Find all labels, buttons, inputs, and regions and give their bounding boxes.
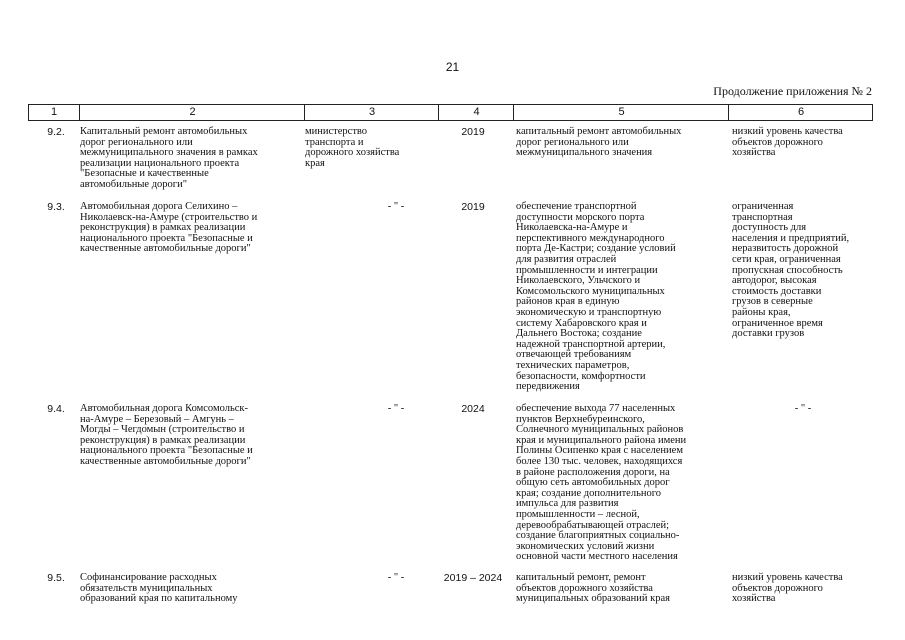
text-line: капитальный ремонт, ремонт [516,572,646,583]
text-line: неразвитость дорожной [732,243,839,255]
text-line: образований края по капитальному [80,593,238,605]
header-col-1: 1 [50,106,58,118]
expected-result [516,404,728,563]
text-line: экономическую и транспортную [516,306,662,318]
text-line: в районе расположения дороги, на [516,466,670,478]
row-number: 9.3. [47,201,65,213]
text-line: Капитальный ремонт автомобильных [80,126,248,137]
text-line: Могды – Чегдомын (строительство и [80,424,245,436]
text-line: экономических условий жизни [516,540,655,552]
header-col-4: 4 [438,105,514,120]
text-line: хозяйства [732,147,776,159]
text-line: перспективного международного [516,232,665,244]
text-line: доставки грузов [732,328,805,340]
text-line: Автомобильная дорога Комсомольск- [80,403,249,414]
text-line: технических параметров, [516,359,630,371]
text-line: дорог регионального или [80,136,193,148]
page-number: 21 [445,60,460,74]
text-line: автодорог, высокая [732,275,817,287]
text-line: ограниченная [732,201,794,212]
text-line: надежной транспортной артерии, [516,338,666,350]
text-line: деревообрабатывающей отраслей; [516,519,670,531]
problem [732,127,874,159]
text-line: реконструкция) в рамках реализации [80,222,246,234]
text-line: более 130 тыс. человек, находящихся [516,455,683,467]
text-line: низкий уровень качества [732,126,843,137]
text-line: Автомобильная дорога Селихино – [80,201,238,212]
text-line: безопасности, комфортности [516,370,646,382]
problem [732,573,874,605]
text-line: "Безопасные и качественные [80,168,209,180]
executor [305,127,453,169]
year: 2019 [461,126,485,138]
text-line: доступность для [732,222,807,234]
text-line: Николаевска-на-Амуре и [516,222,628,234]
text-line: доступности морского порта [516,211,645,223]
text-line: Николаевского, Ульчского и [516,275,641,287]
text-line: объектов дорожного хозяйства [516,582,653,594]
text-line: ограниченное время [732,317,823,329]
text-line: обязательств муниципальных [80,582,213,594]
text-line: реализации национального проекта [80,157,240,169]
text-line: качественные автомобильные дороги" [80,243,251,255]
text-line: отвечающей требованиям [516,349,632,361]
text-line: Солнечного муниципальных районов [516,424,684,436]
row-number: 9.4. [47,403,65,415]
text-line: автомобильные дороги" [80,178,188,190]
text-line: Полины Осипенко края с населением [516,445,683,457]
text-line: качественные автомобильные дороги" [80,455,251,467]
measure-name [80,573,302,605]
text-line: населения и предприятий, [732,232,850,244]
year: 2024 [461,403,485,415]
text-line: для развития отраслей [516,253,617,265]
text-line: пропускная способность [732,264,843,276]
text-line: основной части местного населения [516,551,678,563]
expected-result [516,127,728,159]
text-line: транспорта и [305,136,364,148]
text-line: края [305,157,325,169]
text-line: промышленности и интеграции [516,264,658,276]
expected-result [516,573,728,605]
text-line: пунктов Верхнебуреинского, [516,413,645,425]
table-header [28,104,873,121]
text-line: межмуниципального значения в рамках [80,147,258,159]
text-line: порта Де-Кастри; создание условий [516,243,676,255]
header-col-2: 2 [79,105,305,120]
text-line: районов края в единую [516,296,620,308]
text-line: Николаевск-на-Амуре (строительство и [80,211,258,223]
year: 2019 [461,201,485,213]
text-line: - " - [387,201,405,212]
text-line: дорог регионального или [516,136,629,148]
text-line: грузов в северные [732,296,813,308]
text-line: стоимость доставки [732,285,822,297]
text-line: сети края, ограниченная [732,253,841,265]
text-line: районы края, [732,306,791,318]
text-line: Софинансирование расходных [80,572,217,583]
text-line: национального проекта "Безопасные и [80,445,253,457]
header-col-5: 5 [513,105,729,120]
text-line: реконструкция) в рамках реализации [80,434,246,446]
text-line: обеспечение выхода 77 населенных [516,403,676,414]
text-line: создание благоприятных социально- [516,530,680,542]
expected-result [516,202,728,393]
text-line: края; создание дополнительного [516,487,662,499]
text-line: низкий уровень качества [732,572,843,583]
text-line: систему Хабаровского края и [516,317,647,329]
text-line: объектов дорожного [732,136,823,148]
text-line: Комсомольского муниципальных [516,285,665,297]
text-line: капитальный ремонт автомобильных [516,126,682,137]
text-line: промышленности – лесной, [516,508,640,520]
header-col-6: 6 [728,105,873,120]
text-line: национального проекта "Безопасные и [80,232,253,244]
text-line: обеспечение транспортной [516,201,637,212]
measure-name [80,202,302,255]
header-col-3: 3 [304,105,439,120]
measure-name [80,404,302,468]
year: 2019 – 2024 [443,572,503,584]
row-number: 9.2. [47,126,65,138]
text-line: импульса для развития [516,498,619,510]
text-line: хозяйства [732,593,776,605]
text-line: министерство [305,126,368,137]
text-line: края и муниципального района имени [516,434,687,446]
text-line: муниципальных образований края [516,593,670,605]
measure-name [80,127,302,191]
text-line: - " - [387,403,405,414]
text-line: общую сеть автомобильных дорог [516,477,670,489]
text-line: дорожного хозяйства [305,147,400,159]
appendix-note: Продолжение приложения № 2 [713,84,872,98]
text-line: на-Амуре – Березовый – Амгунь – [80,413,234,425]
text-line: Дальнего Востока; создание [516,328,642,340]
text-line: транспортная [732,211,793,223]
text-line: - " - [794,403,812,414]
text-line: передвижения [516,381,580,393]
row-number: 9.5. [47,572,65,584]
problem [732,404,874,415]
problem [732,202,874,340]
text-line: объектов дорожного [732,582,823,594]
text-line: межмуниципального значения [516,147,653,159]
text-line: - " - [387,572,405,583]
